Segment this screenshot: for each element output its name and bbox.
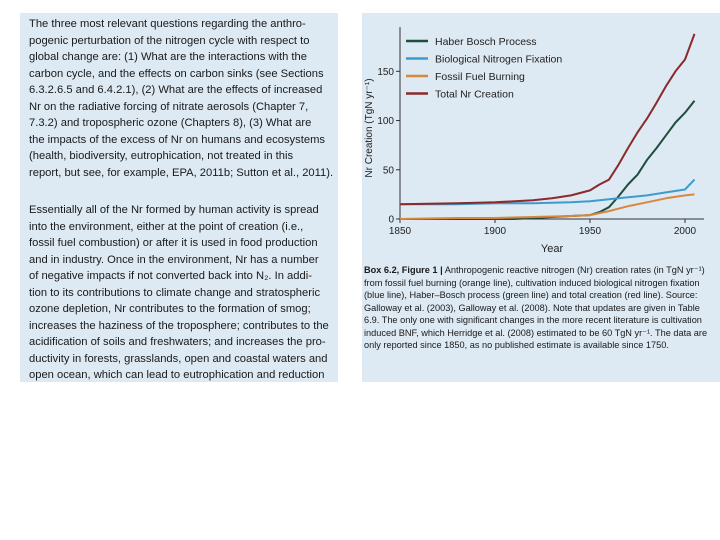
text-line: the impacts of the excess of Nr on humans and ecosystems: [29, 133, 325, 146]
x-tick-label: 1850: [388, 226, 412, 237]
legend-label: Total Nr Creation: [435, 88, 514, 101]
text-line: (health, biodiversity, eutrophication, not treated in this: [29, 150, 294, 162]
x-tick-label: 1900: [483, 226, 507, 237]
nitrogen-creation-chart: [362, 13, 720, 263]
text-line: acidification of soils and freshwaters; and increases the pro-: [29, 336, 326, 348]
caption-line: (blue line), Haber–Bosch process (green line) and total creation (red line). Source:: [364, 290, 698, 300]
figure-panel: [362, 13, 720, 382]
legend-label: Biological Nitrogen Fixation: [435, 53, 563, 66]
x-tick-label: 1950: [578, 226, 602, 237]
paragraph-environment: [29, 202, 331, 382]
legend-label: Fossil Fuel Burning: [435, 71, 525, 83]
text-line: increases the haziness of the troposphere; contributes to the: [29, 319, 329, 332]
caption-line: only reported since 1850, as no published estimate is available since 1750.: [364, 340, 669, 350]
y-tick-label: 0: [388, 214, 394, 226]
text-line: carbon cycle, and the effects on carbon sinks (see Sections: [29, 67, 324, 80]
y-tick-label: 150: [377, 66, 394, 78]
y-axis-label: Nr Creation (TgN yr⁻¹): [364, 78, 375, 178]
text-line: 7.3.2) and tropospheric ozone (Chapters 8), (3) What are: [29, 117, 312, 129]
caption-label: Box 6.2, Figure 1 |: [364, 265, 443, 275]
text-line: of negative impacts if not converted back into N₂. In addi-: [29, 270, 312, 282]
text-line: and in industry. Once in the environment, Nr has a number: [29, 253, 319, 266]
caption-line: Galloway et al. (2003), Galloway et al. (2008). Note that updates are given in Table: [364, 302, 700, 313]
x-axis-label: Year: [540, 243, 564, 255]
series-line-biological-nitrogen-fixation: [400, 180, 695, 205]
caption-line: [364, 264, 716, 277]
text-line: Nr on the radiative forcing of nitrate aerosols (Chapter 7,: [29, 100, 309, 113]
caption-line: induced BNF, which Herridge et al. (2008) estimated to be 60 TgN yr⁻¹. The data are: [364, 327, 708, 338]
caption-text: Anthropogenic reactive nitrogen (Nr) creation rates (in TgN yr⁻¹): [442, 265, 705, 275]
text-line: fossil fuel combustion) or after it is used in food production: [29, 237, 318, 249]
text-line: ozone depletion, Nr contributes to the formation of smog;: [29, 303, 311, 315]
text-line: report, but see, for example, EPA, 2011b; Sutton et al., 2011).: [29, 166, 334, 179]
text-line: 6.3.2.6.5 and 6.4.2.1), (2) What are the effects of increased: [29, 84, 323, 96]
text-line: The three most relevant questions regarding the anthro-: [29, 18, 306, 30]
caption-line: from fossil fuel burning (orange line), cultivation induced biological nitrogen fixation: [364, 277, 700, 288]
legend-label: Haber Bosch Process: [435, 36, 537, 48]
text-line: tion to its contributions to climate change and stratospheric: [29, 286, 321, 299]
text-line: open ocean, which can lead to eutrophication and reduction: [29, 369, 325, 381]
y-tick-label: 100: [377, 116, 394, 128]
text-line: Essentially all of the Nr formed by human activity is spread: [29, 204, 319, 216]
y-tick-label: 50: [382, 165, 394, 177]
text-column: [20, 13, 338, 382]
text-line: pogenic perturbation of the nitrogen cycle with respect to: [29, 34, 310, 47]
x-tick-label: 2000: [673, 226, 697, 237]
figure-caption: [364, 264, 716, 352]
text-line: into the environment, either at the point of creation (i.e.,: [29, 220, 304, 233]
text-line: global change are: (1) What are the interactions with the: [29, 51, 307, 63]
chart-legend: [406, 36, 562, 101]
caption-line: 6.9. The only one with significant changes in the more recent literature is cultivation: [364, 315, 702, 325]
text-line: ductivity in forests, grasslands, open and coastal waters and: [29, 352, 328, 365]
paragraph-questions: [29, 16, 334, 181]
